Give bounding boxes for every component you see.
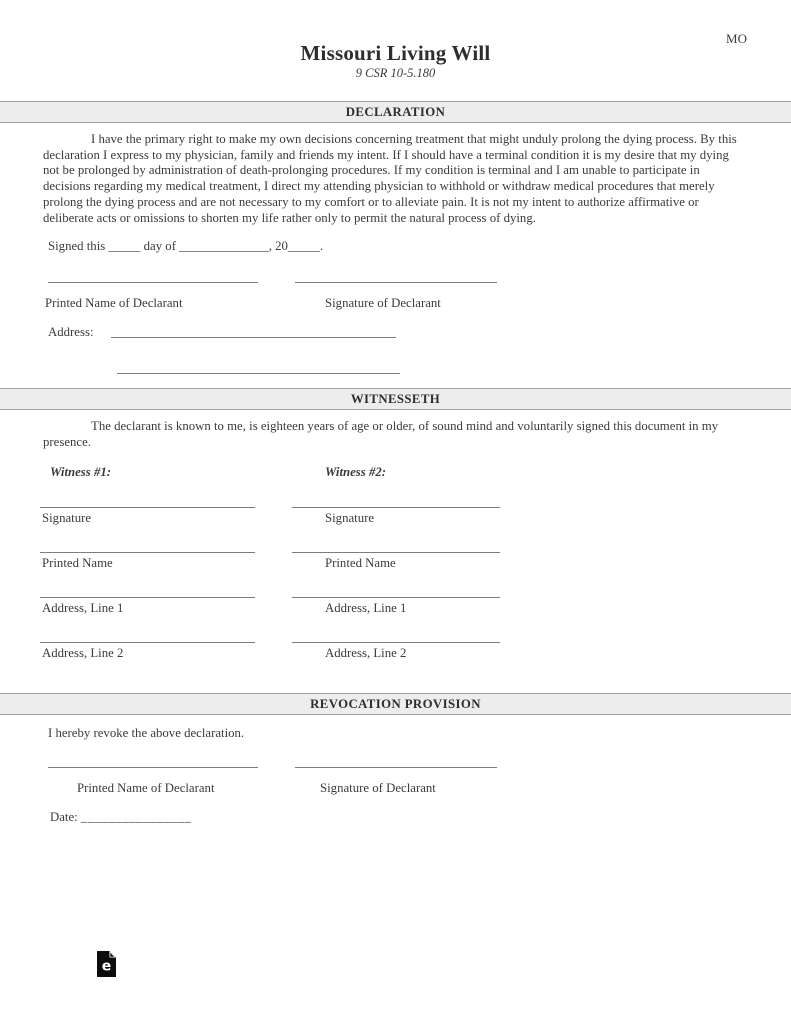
- witness1-signature-field: [40, 507, 292, 526]
- witness2-printed-name-label: Printed Name: [325, 556, 396, 571]
- section-header-declaration-label: DECLARATION: [345, 105, 446, 119]
- witness2-column: [292, 507, 552, 687]
- page-subtitle: 9 CSR 10-5.180: [355, 66, 436, 80]
- witness1-address1-line[interactable]: [40, 597, 255, 598]
- revocation-signature-label: Signature of Declarant: [320, 781, 436, 796]
- declarant-signature-label: Signature of Declarant: [325, 295, 441, 310]
- witness1-address2-line[interactable]: [40, 642, 255, 643]
- witness1-printed-name-line[interactable]: [40, 552, 255, 553]
- declarant-address-line-2[interactable]: [117, 373, 400, 374]
- revocation-statement: I hereby revoke the above declaration.: [48, 726, 245, 741]
- state-code: MO: [726, 31, 747, 46]
- witness1-column: [40, 507, 292, 687]
- revocation-printed-name-block: [48, 767, 295, 796]
- section-header-witnesseth: [0, 388, 791, 410]
- witness2-address1-label: Address, Line 1: [325, 601, 407, 616]
- witness1-address1-label: Address, Line 1: [42, 601, 124, 616]
- witness2-printed-name-field: [292, 552, 552, 571]
- declarant-signature-line[interactable]: [295, 282, 497, 283]
- revocation-printed-name-line[interactable]: [48, 767, 258, 768]
- section-header-witnesseth-label: WITNESSETH: [350, 391, 441, 406]
- section-header-revocation: [0, 693, 791, 715]
- declarant-printed-name-label: Printed Name of Declarant: [45, 295, 183, 310]
- witness2-signature-line[interactable]: [292, 507, 500, 508]
- declarant-signature-row: [45, 282, 791, 311]
- section-header-declaration: [0, 101, 791, 123]
- eforms-logo-icon: [97, 951, 116, 977]
- declarant-printed-name-block: [45, 282, 295, 311]
- witness-fields-grid: [0, 507, 791, 687]
- revocation-signature-row: [48, 767, 791, 796]
- witness1-printed-name-field: [40, 552, 292, 571]
- witness2-address1-field: [292, 597, 552, 616]
- witness2-address2-field: [292, 642, 552, 661]
- revocation-signature-line[interactable]: [295, 767, 497, 768]
- witness2-heading: Witness #2:: [325, 465, 387, 480]
- witness2-address2-label: Address, Line 2: [325, 646, 407, 661]
- witnesseth-paragraph: The declarant is known to me, is eighteen years of age or older, of sound mind and voluntarily signed this document in my presence.: [43, 418, 719, 449]
- revocation-date-line[interactable]: ________________: [80, 810, 192, 825]
- witness1-signature-line[interactable]: [40, 507, 255, 508]
- witness1-address2-field: [40, 642, 292, 661]
- declarant-printed-name-line[interactable]: [48, 282, 258, 283]
- declaration-paragraph: I have the primary right to make my own decisions concerning treatment that might unduly prolong the dying process. By this declaration I express to my physician, family and friends my intent. If I should have a terminal condition it is my desire that my dying not be prolonged by administration of death-prolonging procedures. If my condition is terminal and I am unable to participate in decisions regarding my medical treatment, I direct my attending physician to withhold or withdraw medical procedures that merely prolong the dying process and are not necessary to my comfort or to alleviate pain. It is not my intent to authorize affirmative or deliberate acts or omissions to shorten my life rather only to permit the natural process of dying.: [43, 132, 737, 225]
- witness2-printed-name-line[interactable]: [292, 552, 500, 553]
- revocation-date-row: [50, 810, 791, 826]
- witness2-signature-field: [292, 507, 552, 526]
- revocation-date-label: Date:: [50, 810, 78, 825]
- witness2-signature-label: Signature: [325, 511, 375, 526]
- witness-headings-row: [50, 465, 791, 480]
- declarant-address-line-1[interactable]: [111, 337, 396, 338]
- signed-date-sentence[interactable]: Signed this _____ day of ______________, 20_____.: [48, 239, 324, 254]
- witness2-address2-line[interactable]: [292, 642, 500, 643]
- declarant-signature-block: [295, 282, 505, 311]
- declarant-address-row: [48, 325, 791, 340]
- section-header-revocation-label: REVOCATION PROVISION: [310, 697, 481, 712]
- revocation-printed-name-label: Printed Name of Declarant: [77, 781, 215, 796]
- witness1-signature-label: Signature: [42, 511, 92, 526]
- declarant-address-label: Address:: [48, 324, 94, 339]
- eforms-logo-letter: e: [101, 958, 112, 975]
- witness1-address2-label: Address, Line 2: [42, 646, 124, 661]
- witness1-heading: Witness #1:: [50, 465, 112, 480]
- revocation-signature-block: [295, 767, 505, 796]
- page-title: Missouri Living Will: [300, 41, 491, 65]
- witness2-address1-line[interactable]: [292, 597, 500, 598]
- witness1-address1-field: [40, 597, 292, 616]
- witness1-printed-name-label: Printed Name: [42, 556, 113, 571]
